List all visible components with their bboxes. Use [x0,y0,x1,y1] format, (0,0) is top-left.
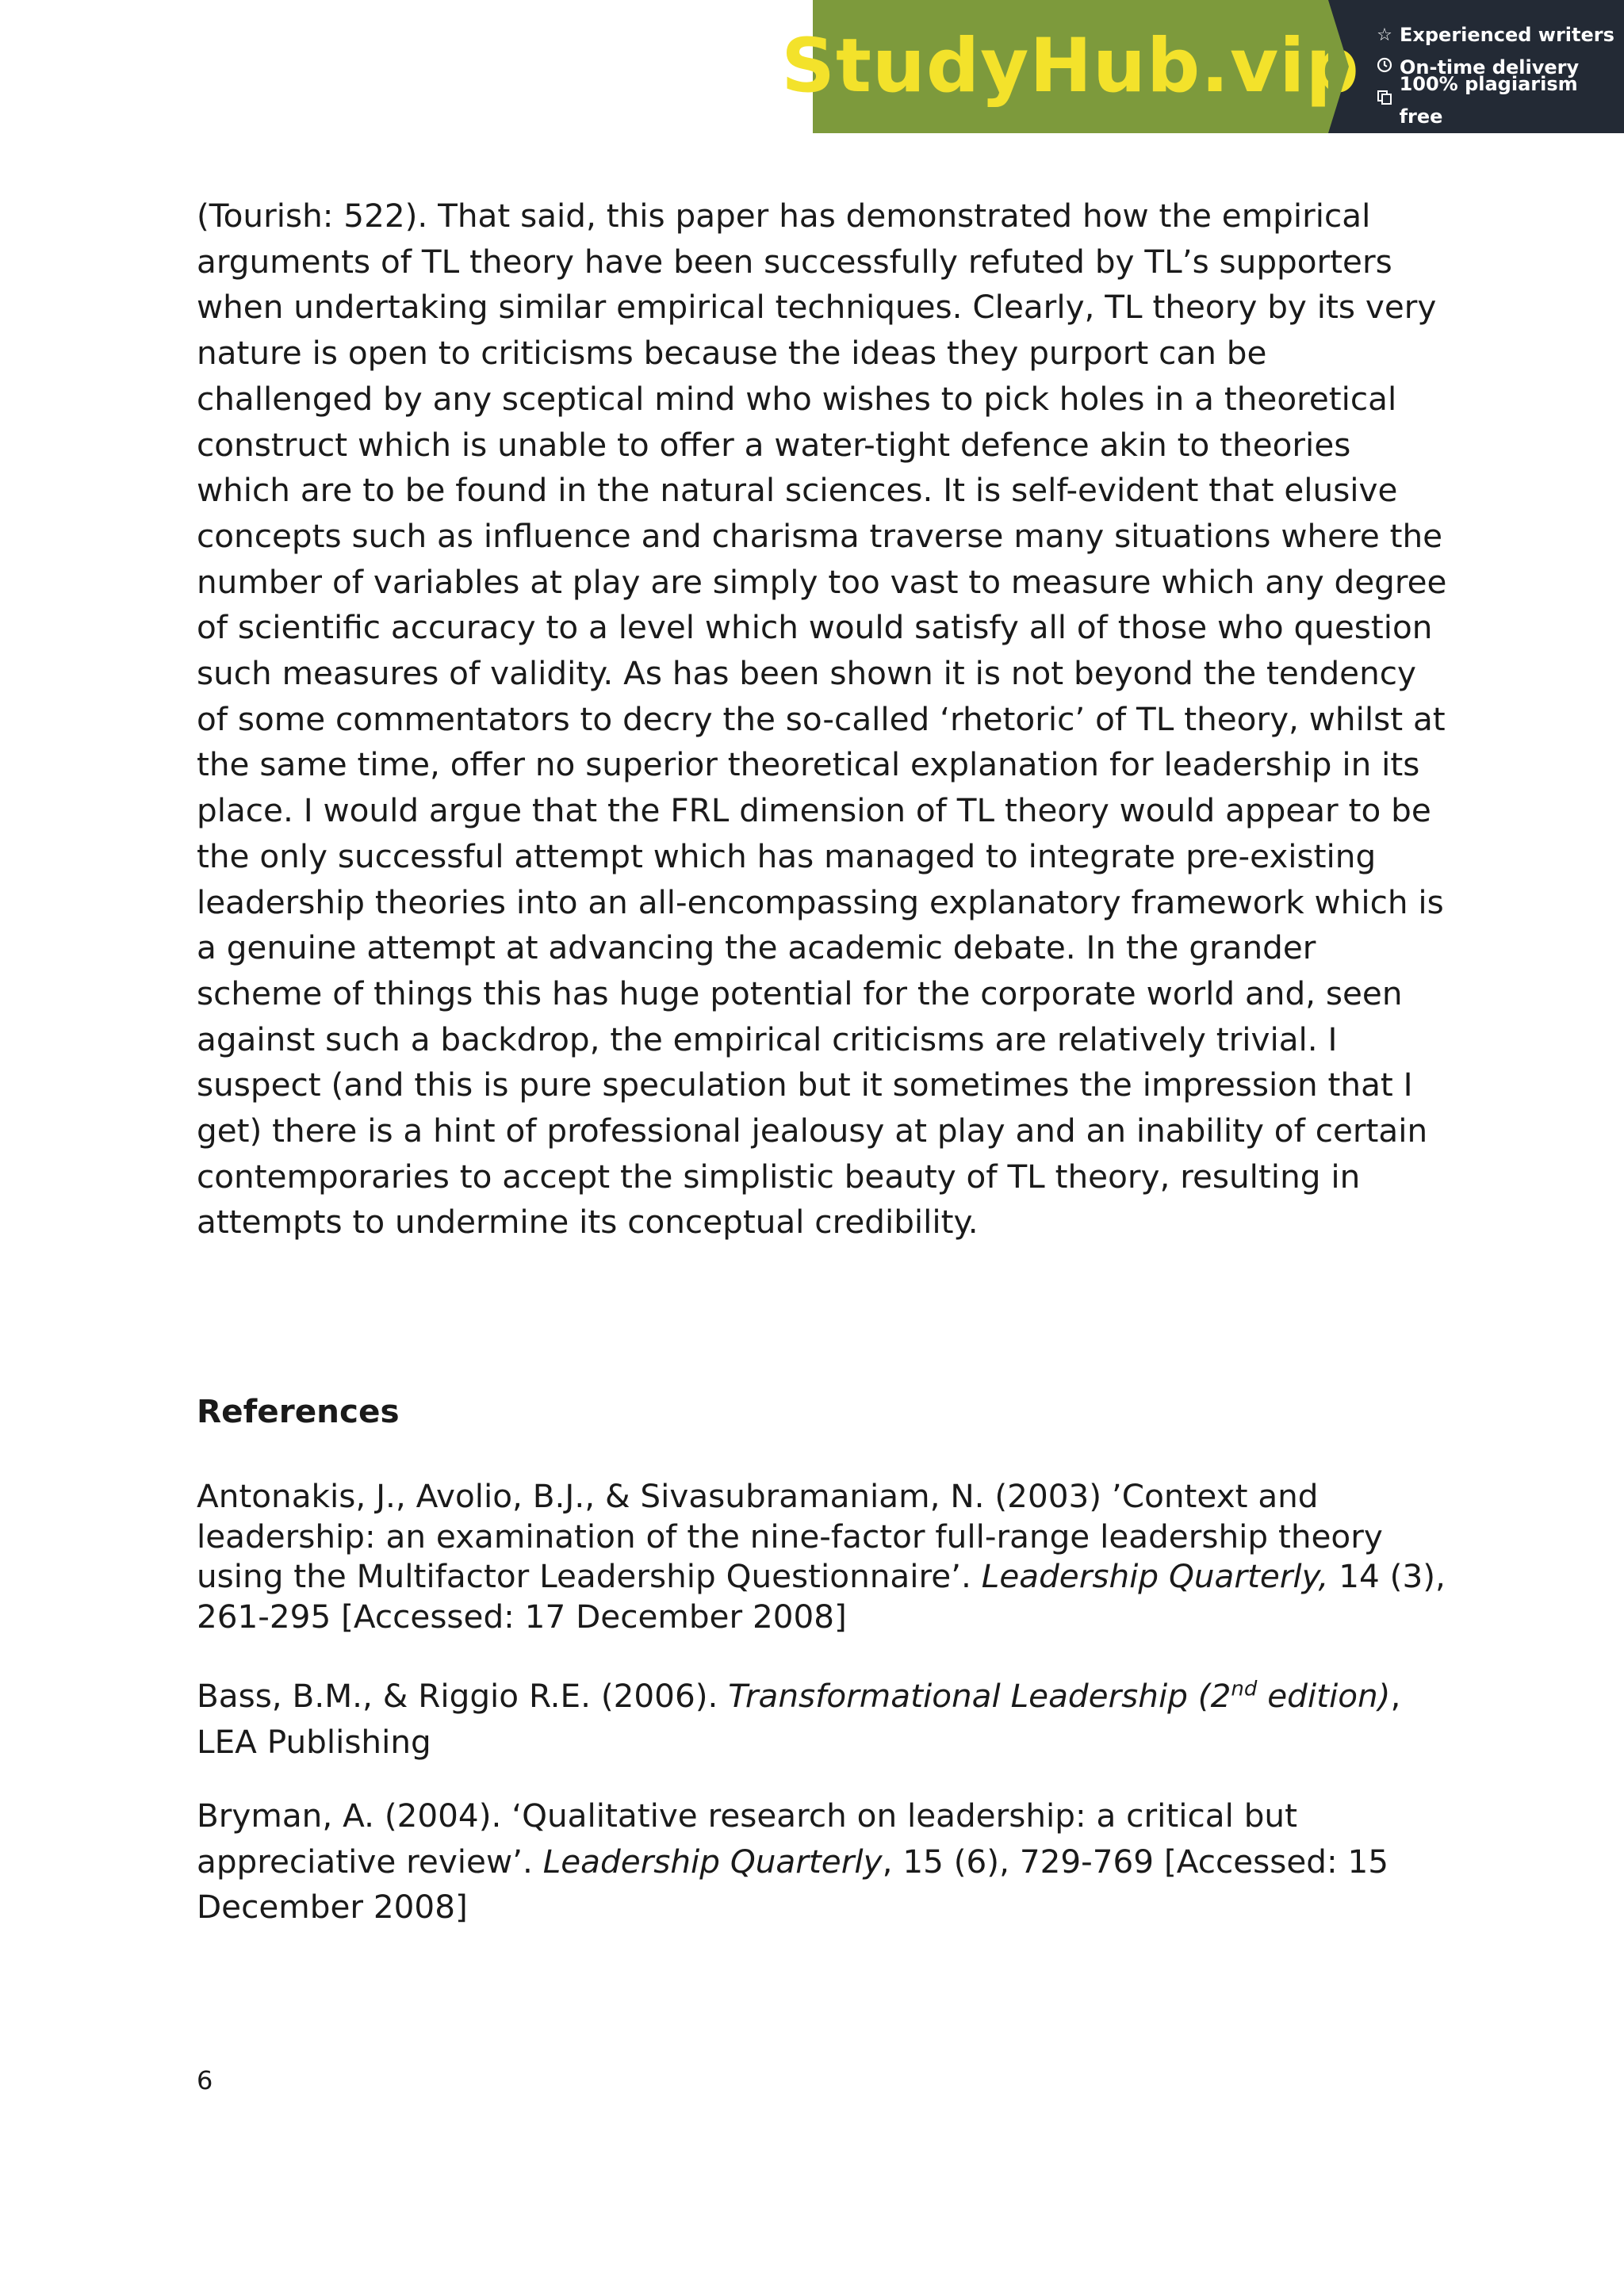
banner-features [1328,0,1624,133]
body-paragraph: (Tourish: 522). That said, this paper has demonstrated how the empirical arguments of TL theory have been successfully refuted by TL’s supporters when undertaking similar empirical techniques. Clearly, TL theory by its very nature is open to criticisms because the ideas they purport can be challenged by any sceptical mind who wishes to pick holes in a theoretical construct which is unable to offer a water-tight defence akin to theories which are to be found in the natural sciences. It is self-evident that elusive concepts such as influence and charisma traverse many situations where the number of variables at play are simply too vast to measure which any degree of scientific accuracy to a level which would satisfy all of those who question such measures of validity. As has been shown it is not beyond the tendency of some commentators to decry the so-called ‘rhetoric’ of TL theory, whilst at the same time, offer no superior theoretical explanation for leadership in its place. I would argue that the FRL dimension of TL theory would appear to be the only successful attempt which has managed to integrate pre-existing leadership theories into an all-encompassing explanatory framework which is a genuine attempt at advancing the academic debate. In the grander scheme of things this has huge potential for the corporate world and, seen against such a backdrop, the empirical criticisms are relatively trivial. I suspect (and this is pure speculation but it sometimes the impression that I get) there is a hint of professional jealousy at play and an inability of certain contemporaries to accept the simplistic beauty of TL theory, resulting in attempts to undermine its conceptual credibility. [197,197,1447,1242]
reference-item: Antonakis, J., Avolio, B.J., & Sivasubramaniam, N. (2003) ’Context and leadership: an examination of the nine-factor full-range leadership theory using the Multifactor Leadership Questionnaire’. Leadership Quarterly, 14 (3), 261-295 [Accessed: 17 December 2008] [197,1477,1446,1636]
brand-logo[interactable] [781,0,1360,133]
clock-icon [1374,52,1395,84]
feature-label: On-time delivery [1400,56,1580,78]
references-heading: References [197,1392,400,1430]
reference-item: Bass, B.M., & Riggio R.E. (2006). Transformational Leadership (2nd edition), LEA Publishing [197,1677,1401,1761]
document-body [197,193,1450,1246]
feature-experienced-writers [1374,19,1624,52]
star-icon: ☆ [1377,25,1392,45]
studyhub-banner[interactable] [781,0,1624,133]
brand-name: StudyHub.vip [781,23,1360,109]
reference-item: Bryman, A. (2004). ‘Qualitative research on leadership: a critical but appreciative review’. Leadership Quarterly, 15 (6), 729-769 [Accessed: 15 December 2008] [197,1797,1389,1927]
feature-label: Experienced writers [1400,24,1614,46]
page-number: 6 [197,2065,213,2095]
feature-label: 100% plagiarism free [1399,72,1578,128]
copy-icon [1374,84,1395,117]
feature-plagiarism-free [1374,72,1624,128]
